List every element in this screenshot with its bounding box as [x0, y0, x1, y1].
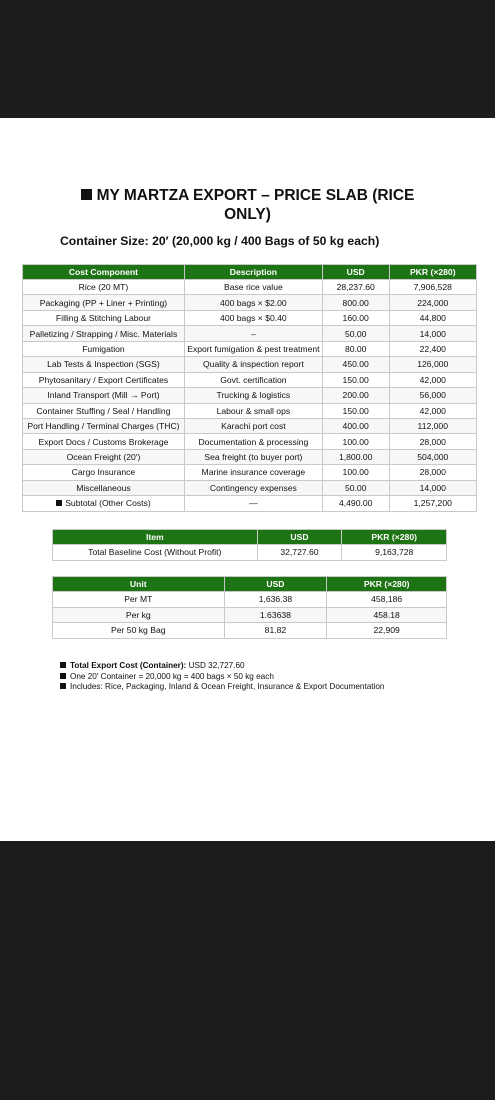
cell: —	[184, 496, 322, 511]
cell: 22,400	[389, 341, 476, 356]
table-row	[23, 326, 477, 341]
cell: Packaging (PP + Liner + Printing)	[23, 295, 185, 310]
cell: 224,000	[389, 295, 476, 310]
cell: 1,257,200	[389, 496, 476, 511]
cell: Export Docs / Customs Brokerage	[23, 434, 185, 449]
cell: 14,000	[389, 326, 476, 341]
note-total-cost	[60, 661, 384, 672]
notes-list	[60, 661, 384, 693]
cell: Cargo Insurance	[23, 465, 185, 480]
cell: 32,727.60	[257, 545, 342, 561]
table-row	[23, 280, 477, 295]
cell: Container Stuffing / Seal / Handling	[23, 403, 185, 418]
table-row	[23, 341, 477, 356]
col-header-usd: USD	[257, 530, 342, 545]
table-row	[23, 449, 477, 464]
cell: 9,163,728	[342, 545, 447, 561]
table-row	[53, 592, 447, 608]
cell: 28,000	[389, 434, 476, 449]
cell: 100.00	[322, 465, 389, 480]
unit-cost-table	[52, 576, 447, 639]
cell: 4,490.00	[322, 496, 389, 511]
cell: Per kg	[53, 607, 225, 623]
cell: Base rice value	[184, 280, 322, 295]
cell: 100.00	[322, 434, 389, 449]
cell: 450.00	[322, 357, 389, 372]
cell: 14,000	[389, 480, 476, 495]
cell: 7,906,528	[389, 280, 476, 295]
cell: 400.00	[322, 418, 389, 433]
cell: Marine insurance coverage	[184, 465, 322, 480]
square-bullet-icon	[60, 673, 66, 679]
top-bar	[0, 0, 495, 118]
document-page	[0, 118, 495, 841]
cost-table	[22, 264, 477, 512]
table-row	[23, 388, 477, 403]
cell: Per 50 kg Bag	[53, 623, 225, 639]
square-bullet-icon	[60, 683, 66, 689]
cell: 81.82	[224, 623, 327, 639]
col-header-usd: USD	[322, 265, 389, 280]
cell: Sea freight (to buyer port)	[184, 449, 322, 464]
cell: Quality & inspection report	[184, 357, 322, 372]
cell: 150.00	[322, 403, 389, 418]
table-row	[53, 607, 447, 623]
table-row	[23, 357, 477, 372]
cell: 1,800.00	[322, 449, 389, 464]
table-row	[23, 434, 477, 449]
note-container	[60, 672, 384, 683]
note-includes-text: Includes: Rice, Packaging, Inland & Ocean Freight, Insurance & Export Documentation	[70, 682, 385, 692]
cell: 44,800	[389, 310, 476, 325]
baseline-table-header	[53, 530, 447, 545]
col-header-cost-component: Cost Component	[23, 265, 185, 280]
subtotal-label: Subtotal (Other Costs)	[65, 498, 151, 509]
cell: Per MT	[53, 592, 225, 608]
cell: 400 bags × $0.40	[184, 310, 322, 325]
table-row	[23, 295, 477, 310]
square-bullet-icon	[81, 189, 92, 200]
col-header-description: Description	[184, 265, 322, 280]
table-row	[23, 465, 477, 480]
cell: 150.00	[322, 372, 389, 387]
col-header-pkr: PKR (×280)	[327, 577, 447, 592]
cell: Total Baseline Cost (Without Profit)	[53, 545, 258, 561]
baseline-cost-table	[52, 529, 447, 561]
table-row	[23, 310, 477, 325]
cell: 800.00	[322, 295, 389, 310]
cell: Labour & small ops	[184, 403, 322, 418]
cell: Documentation & processing	[184, 434, 322, 449]
cell: 22,909	[327, 623, 447, 639]
note-total-value: USD 32,727.60	[188, 661, 245, 670]
cell: Lab Tests & Inspection (SGS)	[23, 357, 185, 372]
cell: Export fumigation & pest treatment	[184, 341, 322, 356]
cell: 458,186	[327, 592, 447, 608]
table-row	[23, 372, 477, 387]
subtotal-row	[23, 496, 477, 511]
table-row	[53, 623, 447, 639]
table-row	[23, 418, 477, 433]
cell: Ocean Freight (20′)	[23, 449, 185, 464]
note-includes	[60, 682, 384, 693]
note-container-text: One 20′ Container = 20,000 kg = 400 bags × 50 kg each	[70, 671, 274, 681]
cell: 160.00	[322, 310, 389, 325]
container-size-label: Container Size: 20′ (20,000 kg / 400 Bags of 50 kg each)	[60, 234, 380, 248]
cell: –	[184, 326, 322, 341]
note-total-label: Total Export Cost (Container):	[70, 661, 187, 670]
cell: Karachi port cost	[184, 418, 322, 433]
cell: Trucking & logistics	[184, 388, 322, 403]
cell: 50.00	[322, 326, 389, 341]
cell: 126,000	[389, 357, 476, 372]
cell: Palletizing / Strapping / Misc. Materials	[23, 326, 185, 341]
col-header-item: Item	[53, 530, 258, 545]
col-header-unit: Unit	[53, 577, 225, 592]
cell: Phytosanitary / Export Certificates	[23, 372, 185, 387]
cell: Rice (20 MT)	[23, 280, 185, 295]
page-title	[60, 186, 435, 224]
cell: 504,000	[389, 449, 476, 464]
cell: 28,000	[389, 465, 476, 480]
cell: Port Handling / Terminal Charges (THC)	[23, 418, 185, 433]
table-row	[53, 545, 447, 561]
cell: Govt. certification	[184, 372, 322, 387]
square-bullet-icon	[60, 662, 66, 668]
title-text: MY MARTZA EXPORT – PRICE SLAB (RICE ONLY)	[96, 187, 415, 223]
table-row	[23, 480, 477, 495]
cell	[23, 496, 185, 511]
cell: 400 bags × $2.00	[184, 295, 322, 310]
unit-table-header	[53, 577, 447, 592]
table-row	[23, 403, 477, 418]
cell: 28,237.60	[322, 280, 389, 295]
cell: 1.63638	[224, 607, 327, 623]
cell: 56,000	[389, 388, 476, 403]
cost-table-header	[23, 265, 477, 280]
cell: Inland Transport (Mill → Port)	[23, 388, 185, 403]
cell: 458.18	[327, 607, 447, 623]
cell: 50.00	[322, 480, 389, 495]
bottom-bar	[0, 841, 495, 1100]
cell: 1,636.38	[224, 592, 327, 608]
cell: Contingency expenses	[184, 480, 322, 495]
cell: Fumigation	[23, 341, 185, 356]
col-header-usd: USD	[224, 577, 327, 592]
cell: 42,000	[389, 372, 476, 387]
cell: 80.00	[322, 341, 389, 356]
cell: Miscellaneous	[23, 480, 185, 495]
cell: 200.00	[322, 388, 389, 403]
square-bullet-icon	[56, 500, 62, 506]
col-header-pkr: PKR (×280)	[389, 265, 476, 280]
cell: 42,000	[389, 403, 476, 418]
cell: Filling & Stitching Labour	[23, 310, 185, 325]
cell: 112,000	[389, 418, 476, 433]
col-header-pkr: PKR (×280)	[342, 530, 447, 545]
